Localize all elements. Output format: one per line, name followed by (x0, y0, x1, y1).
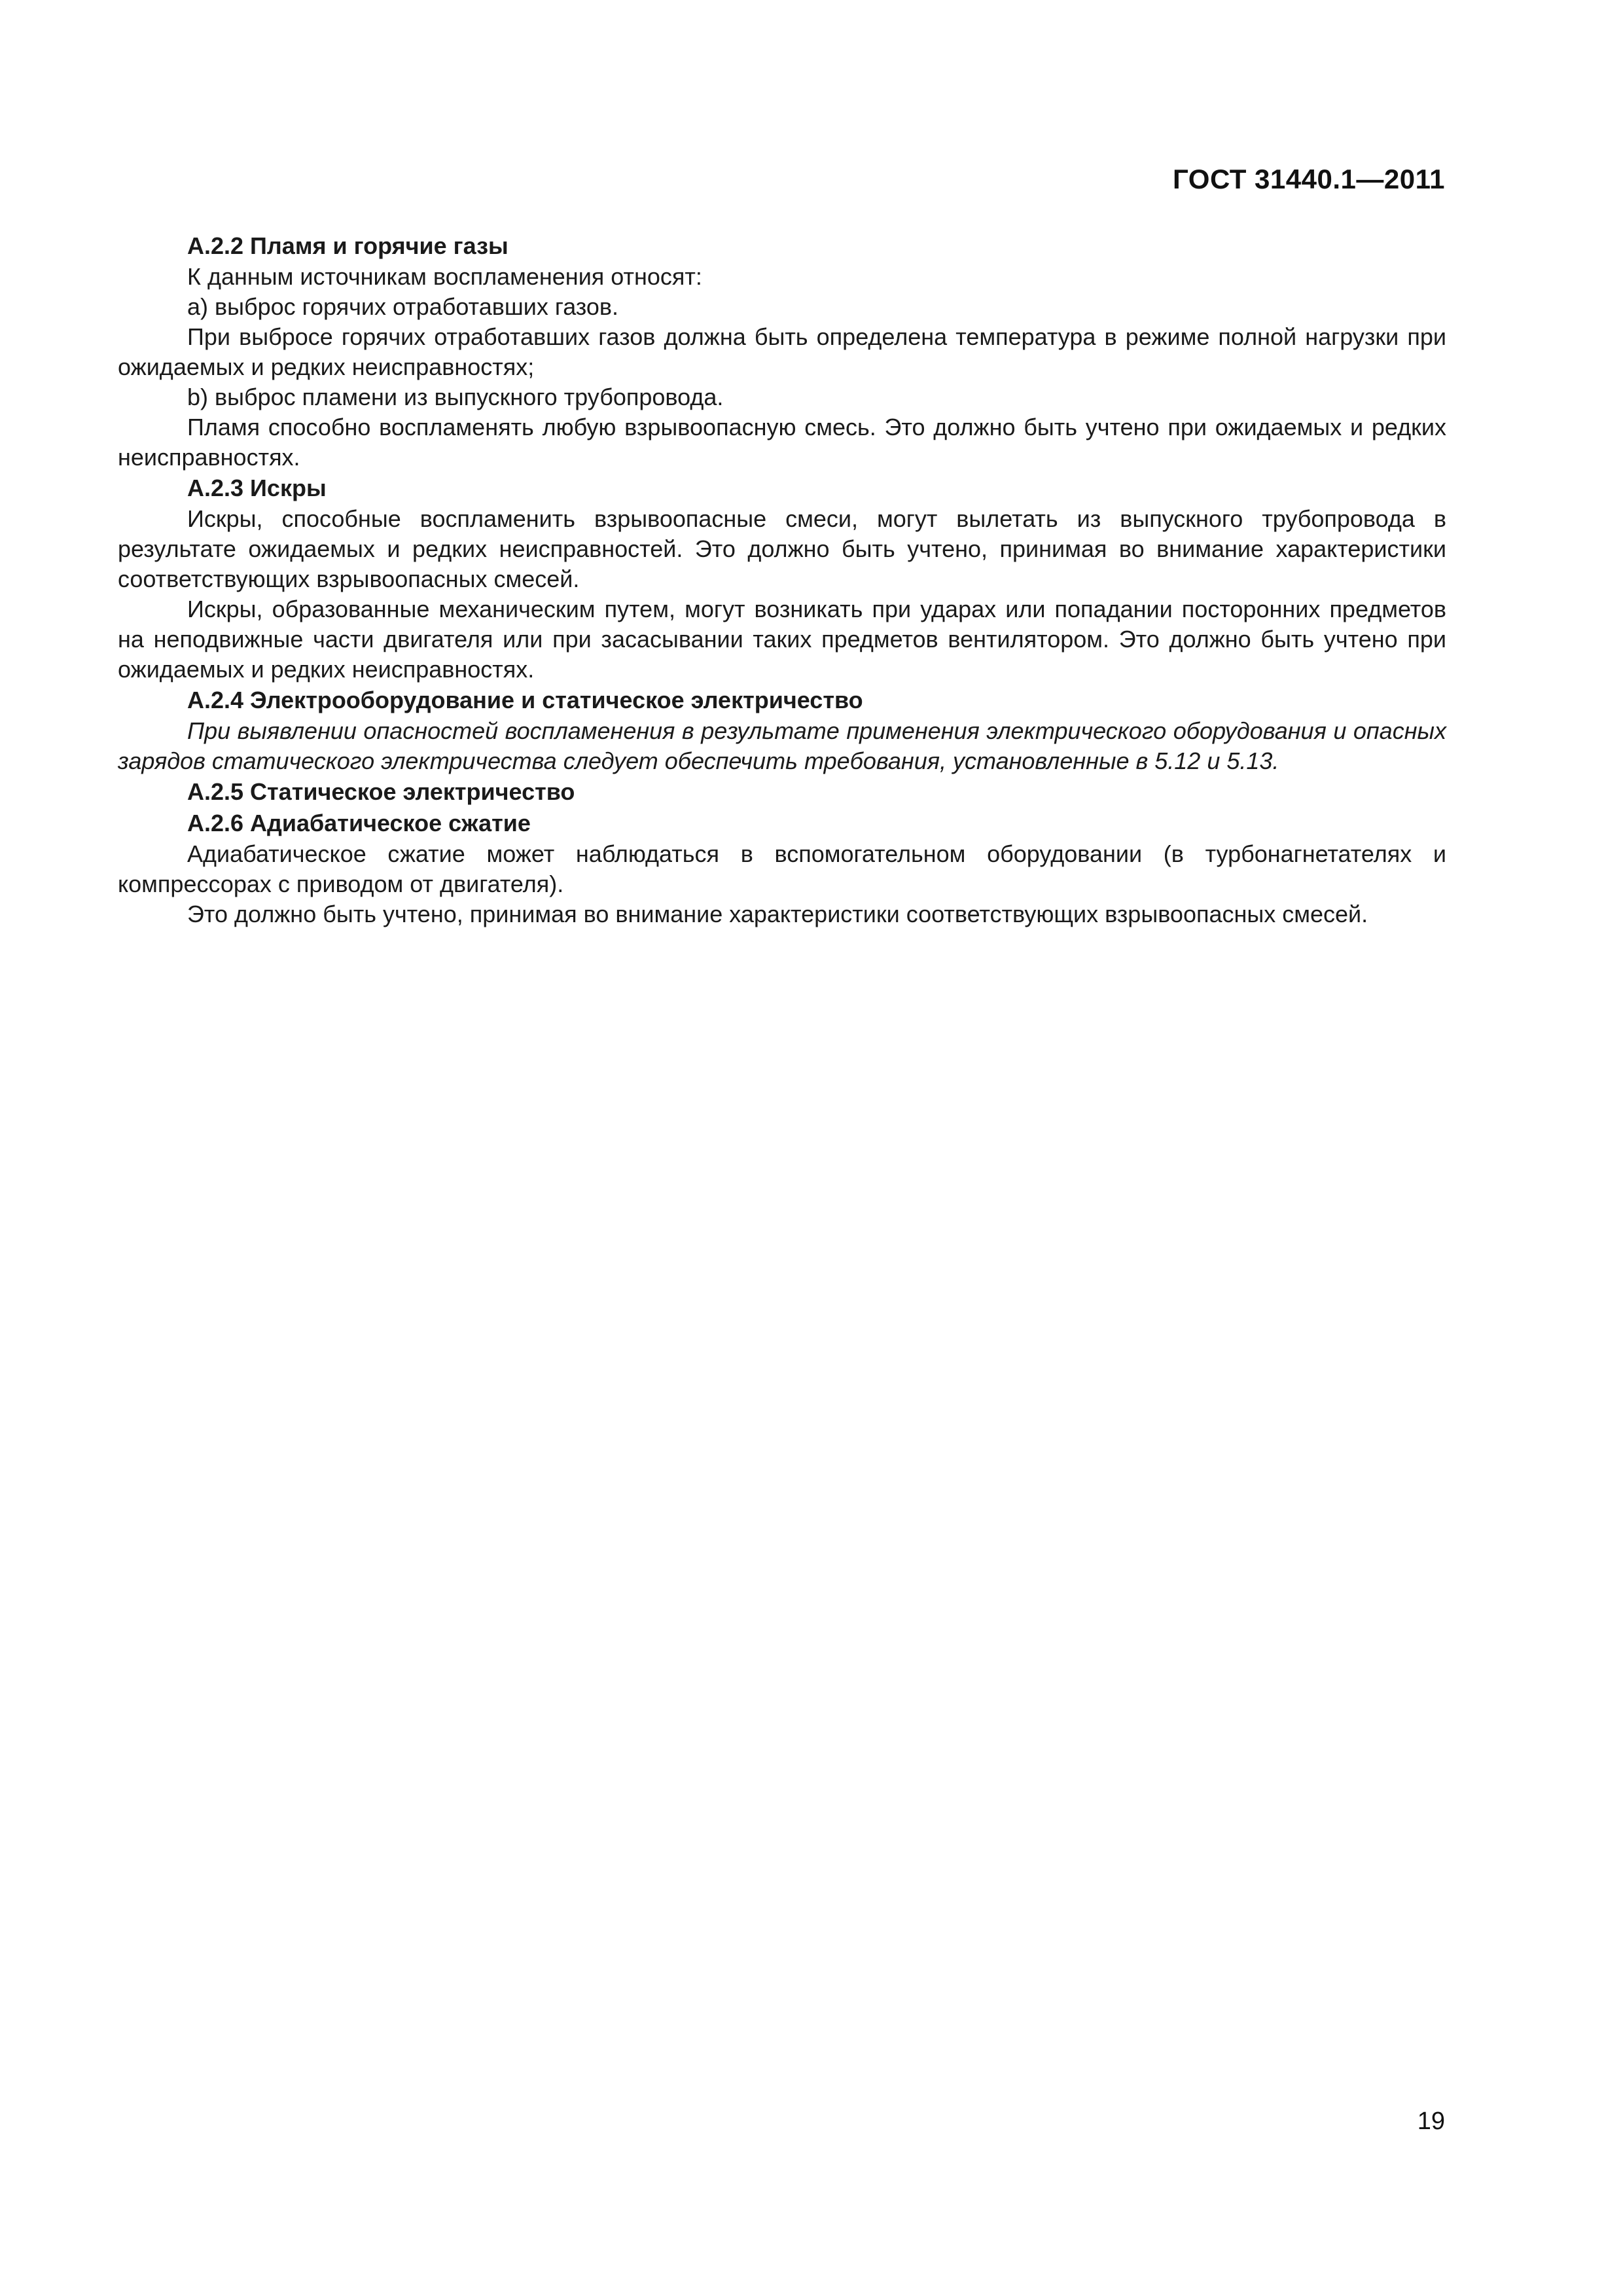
page-number: 19 (1417, 2108, 1445, 2135)
document-code: ГОСТ 31440.1—2011 (1173, 164, 1445, 194)
section-heading-a25: А.2.5 Статическое электричество (187, 778, 575, 805)
section-heading-a24: А.2.4 Электрооборудование и статическое электричество (187, 687, 863, 713)
section-heading-a26: А.2.6 Адиабатическое сжатие (187, 810, 531, 836)
paragraph: Это должно быть учтено, принимая во внимание характеристики соответствующих взрывоопасных смесей. (187, 901, 1368, 927)
document-body (118, 230, 1446, 929)
section-heading-a23: А.2.3 Искры (187, 475, 327, 501)
paragraph: Адиабатическое сжатие может наблюдаться в вспомогательном оборудовании (в турбонагнетателях и компрессорах с приводом от двигателя). (118, 840, 1446, 897)
paragraph: Искры, способные воспламенить взрывоопасные смеси, могут вылетать из выпускного трубопровода в результате ожидаемых и редких неисправностей. Это должно быть учтено, принимая во внимание характеристики соответствующих взрывоопасных смесей. (118, 505, 1446, 592)
list-item-b: b) выброс пламени из выпускного трубопровода. (187, 384, 724, 410)
section-heading-a22: А.2.2 Пламя и горячие газы (187, 232, 508, 259)
paragraph: Искры, образованные механическим путем, могут возникать при ударах или попадании посторонних предметов на неподвижные части двигателя или при засасывании таких предметов вентилятором. Это должно быть учтено при ожидаемых и редких неисправностях. (118, 596, 1446, 683)
paragraph: К данным источникам воспламенения относят: (187, 263, 702, 290)
list-item-a: а) выброс горячих отработавших газов. (187, 293, 619, 320)
paragraph: Пламя способно воспламенять любую взрывоопасную смесь. Это должно быть учтено при ожидаемых и редких неисправностях. (118, 414, 1446, 471)
paragraph: При выбросе горячих отработавших газов должна быть определена температура в режиме полной нагрузки при ожидаемых и редких неисправностях; (118, 323, 1446, 380)
paragraph-italic: При выявлении опасностей воспламенения в результате применения электрического оборудования и опасных зарядов статического электричества следует обеспечить требования, установленные в 5.12 и 5.13. (118, 717, 1446, 774)
